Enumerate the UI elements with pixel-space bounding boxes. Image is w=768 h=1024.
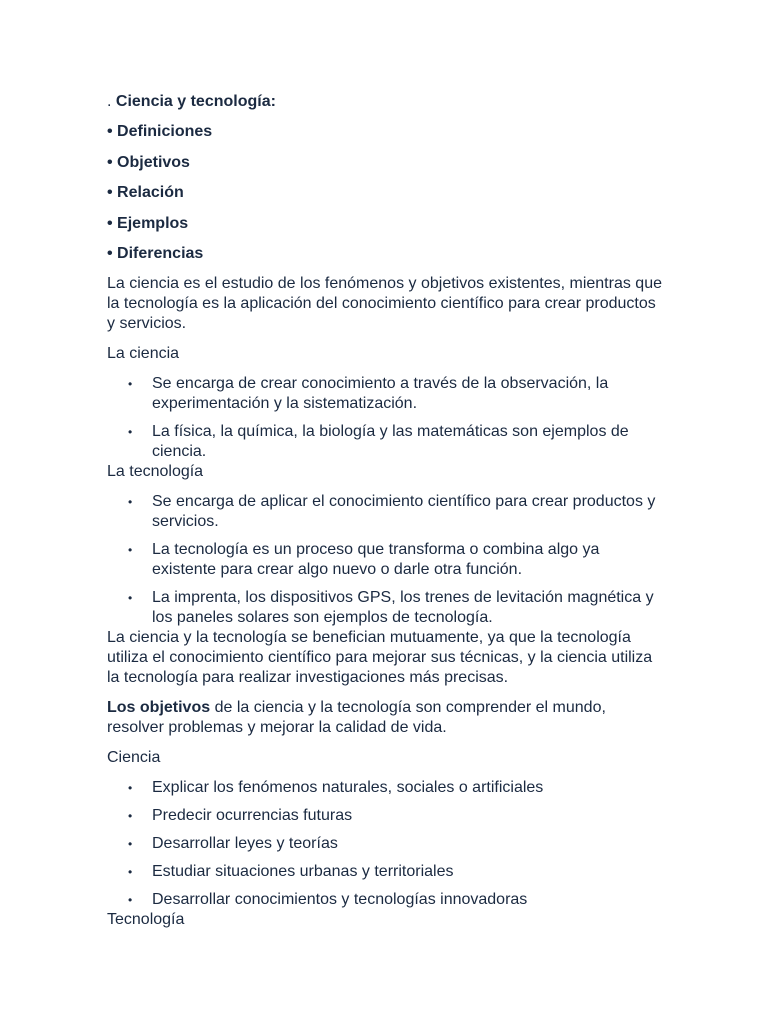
- list-item: [107, 422, 667, 462]
- title-text: Ciencia y tecnología:: [115, 93, 276, 110]
- list-item-text: Predecir ocurrencias futuras: [152, 807, 353, 824]
- list-item: [107, 492, 667, 532]
- bullet-icon: •: [128, 809, 133, 823]
- list-item-text: Se encarga de aplicar el conocimiento científico para crear productos y servicios.: [152, 493, 656, 530]
- list-item-text: La imprenta, los dispositivos GPS, los trenes de levitación magnética y los paneles solares son ejemplos de tecnología.: [152, 589, 654, 626]
- topic-objetivos: • Objetivos: [107, 153, 190, 171]
- tecnologia-objetivos-label: Tecnología: [107, 911, 185, 928]
- objetivos-bold: Los objetivos: [107, 699, 211, 716]
- tecnologia-list: [107, 492, 667, 628]
- topic-relacion: • Relación: [107, 184, 184, 201]
- list-item: [107, 588, 667, 628]
- list-item: [107, 834, 667, 854]
- bullet-icon: •: [128, 377, 133, 391]
- bullet-icon: •: [128, 591, 133, 605]
- objetivos-text: de la ciencia y la tecnología son comprender el mundo, resolver problemas y mejorar la calidad de vida.: [107, 699, 606, 736]
- intro-paragraph: La ciencia es el estudio de los fenómenos y objetivos existentes, mientras que la tecnología es la aplicación del conocimiento científico para crear productos y servicios.: [107, 275, 662, 332]
- bullet-icon: •: [128, 781, 133, 795]
- list-item: [107, 778, 667, 798]
- document-page: [107, 92, 667, 930]
- ciencia-objetivos-label: Ciencia: [107, 749, 161, 766]
- topic-ejemplos: • Ejemplos: [107, 214, 189, 232]
- topic-definiciones: • Definiciones: [107, 123, 213, 140]
- list-item-text: Explicar los fenómenos naturales, sociales o artificiales: [152, 779, 544, 796]
- list-item: [107, 374, 667, 414]
- tecnologia-label: La tecnología: [107, 463, 204, 480]
- list-item: [107, 862, 667, 882]
- list-item-text: La tecnología es un proceso que transforma o combina algo ya existente para crear algo nuevo o darle otra función.: [152, 541, 600, 578]
- list-item-text: Se encarga de crear conocimiento a través de la observación, la experimentación y la sistematización.: [152, 375, 609, 412]
- ciencia-label: La ciencia: [107, 345, 180, 362]
- list-item-text: La física, la química, la biología y las matemáticas son ejemplos de ciencia.: [152, 423, 629, 460]
- bullet-icon: •: [128, 893, 133, 907]
- relacion-paragraph: La ciencia y la tecnología se benefician mutuamente, ya que la tecnología utiliza el conocimiento científico para mejorar sus técnicas, y la ciencia utiliza la tecnología para realizar investigaciones más precisas.: [107, 629, 653, 686]
- document-title: [107, 92, 667, 112]
- bullet-icon: •: [128, 865, 133, 879]
- ciencia-objetivos-list: [107, 778, 667, 910]
- list-item: [107, 890, 667, 910]
- bullet-icon: •: [128, 837, 133, 851]
- objetivos-paragraph: [107, 698, 667, 738]
- bullet-icon: •: [128, 495, 133, 509]
- list-item: [107, 806, 667, 826]
- bullet-icon: •: [128, 543, 133, 557]
- list-item-text: Estudiar situaciones urbanas y territoriales: [152, 863, 454, 880]
- list-item-text: Desarrollar leyes y teorías: [152, 835, 338, 852]
- bullet-icon: •: [128, 425, 133, 439]
- ciencia-list: [107, 374, 667, 462]
- list-item: [107, 540, 667, 580]
- topic-diferencias: • Diferencias: [107, 245, 204, 262]
- title-prefix: .: [107, 93, 116, 110]
- list-item-text: Desarrollar conocimientos y tecnologías innovadoras: [152, 891, 528, 908]
